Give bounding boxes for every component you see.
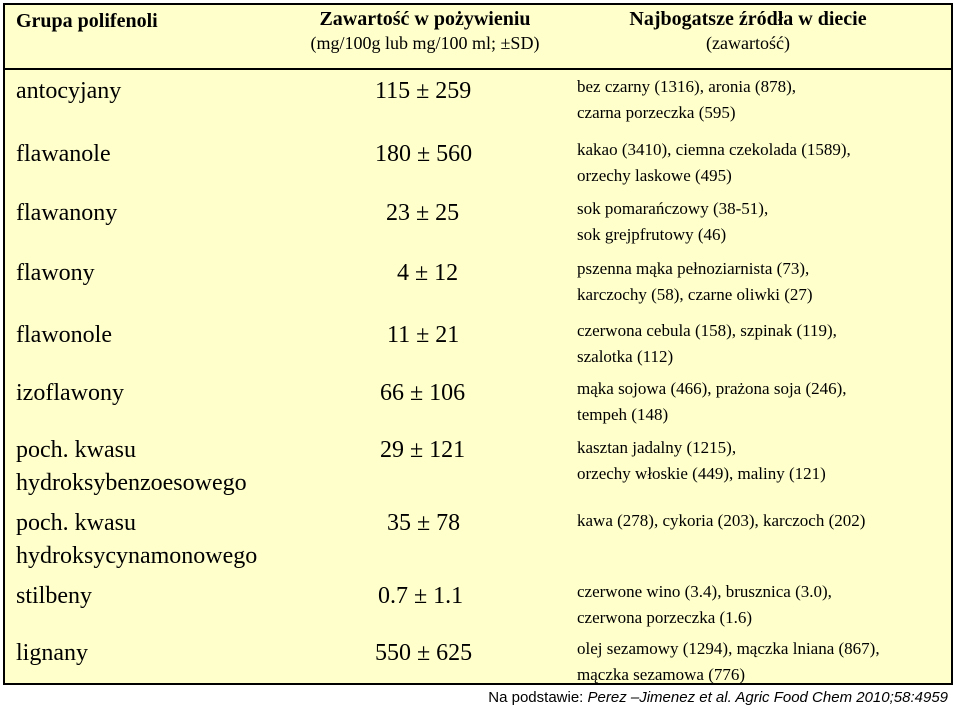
sources (577, 137, 947, 189)
source-line: sok grejpfrutowy (46) (577, 225, 727, 244)
group-name: lignany (16, 640, 88, 666)
source-line: czerwona cebula (158), szpinak (119), (577, 321, 837, 340)
group-name: flawony (16, 260, 95, 286)
header-content-title: Zawartość w pożywieniu (319, 8, 531, 30)
sources (577, 376, 947, 428)
content-value: 180 ± 560 (375, 141, 473, 167)
header-divider (3, 68, 953, 70)
group-name: antocyjany (16, 78, 122, 104)
sources (577, 256, 947, 308)
source-line: kawa (278), cykoria (203), karczoch (202) (577, 511, 866, 530)
sources (577, 508, 947, 534)
sources (577, 196, 947, 248)
group-name: flawanony (16, 200, 118, 226)
source-line: karczochy (58), czarne oliwki (27) (577, 285, 813, 304)
citation-source: Perez –Jimenez et al. Agric Food Chem 2010;58:4959 (587, 689, 948, 706)
citation (488, 687, 948, 709)
sources (577, 318, 947, 370)
source-line: kasztan jadalny (1215), (577, 438, 737, 457)
content-value: 115 ± 259 (375, 78, 472, 104)
header-sources (570, 8, 926, 54)
header-group: Grupa polifenoli (16, 10, 158, 32)
group-name: poch. kwasu (16, 437, 136, 463)
content-value: 35 ± 78 (387, 510, 461, 536)
source-line: olej sezamowy (1294), mączka lniana (867), (577, 639, 880, 658)
header-sources-title: Najbogatsze źródła w diecie (629, 8, 867, 30)
group-name: flawonole (16, 322, 112, 348)
source-line: mąka sojowa (466), prażona soja (246), (577, 379, 847, 398)
source-line: mączka sezamowa (776) (577, 665, 746, 684)
header-content-unit: (mg/100g lub mg/100 ml; ±SD) (310, 33, 540, 53)
group-name: izoflawony (16, 380, 124, 406)
source-line: czerwona porzeczka (1.6) (577, 608, 753, 627)
group-name-cont: hydroksycynamonowego (16, 543, 258, 569)
group-name-cont: hydroksybenzoesowego (16, 470, 247, 496)
source-line: czerwone wino (3.4), brusznica (3.0), (577, 582, 832, 601)
content-value: 29 ± 121 (380, 437, 466, 463)
group-name: flawanole (16, 141, 111, 167)
sources (577, 74, 947, 126)
source-line: pszenna mąka pełnoziarnista (73), (577, 259, 810, 278)
content-value: 4 ± 12 (397, 260, 459, 286)
content-value: 550 ± 625 (375, 640, 473, 666)
source-line: tempeh (148) (577, 405, 669, 424)
content-value: 23 ± 25 (386, 200, 460, 226)
citation-prefix: Na podstawie: (488, 689, 588, 706)
sources (577, 435, 947, 487)
source-line: kakao (3410), ciemna czekolada (1589), (577, 140, 851, 159)
source-line: bez czarny (1316), aronia (878), (577, 77, 797, 96)
content-value: 11 ± 21 (387, 322, 460, 348)
header-sources-unit: (zawartość) (706, 33, 790, 53)
sources (577, 636, 947, 688)
group-name: poch. kwasu (16, 510, 136, 536)
source-line: szalotka (112) (577, 347, 674, 366)
sources (577, 579, 947, 631)
group-name: stilbeny (16, 583, 92, 609)
source-line: czarna porzeczka (595) (577, 103, 736, 122)
header-content (290, 8, 560, 54)
source-line: orzechy włoskie (449), maliny (121) (577, 464, 826, 483)
source-line: orzechy laskowe (495) (577, 166, 732, 185)
source-line: sok pomarańczowy (38-51), (577, 199, 769, 218)
content-value: 66 ± 106 (380, 380, 466, 406)
content-value: 0.7 ± 1.1 (378, 583, 464, 609)
